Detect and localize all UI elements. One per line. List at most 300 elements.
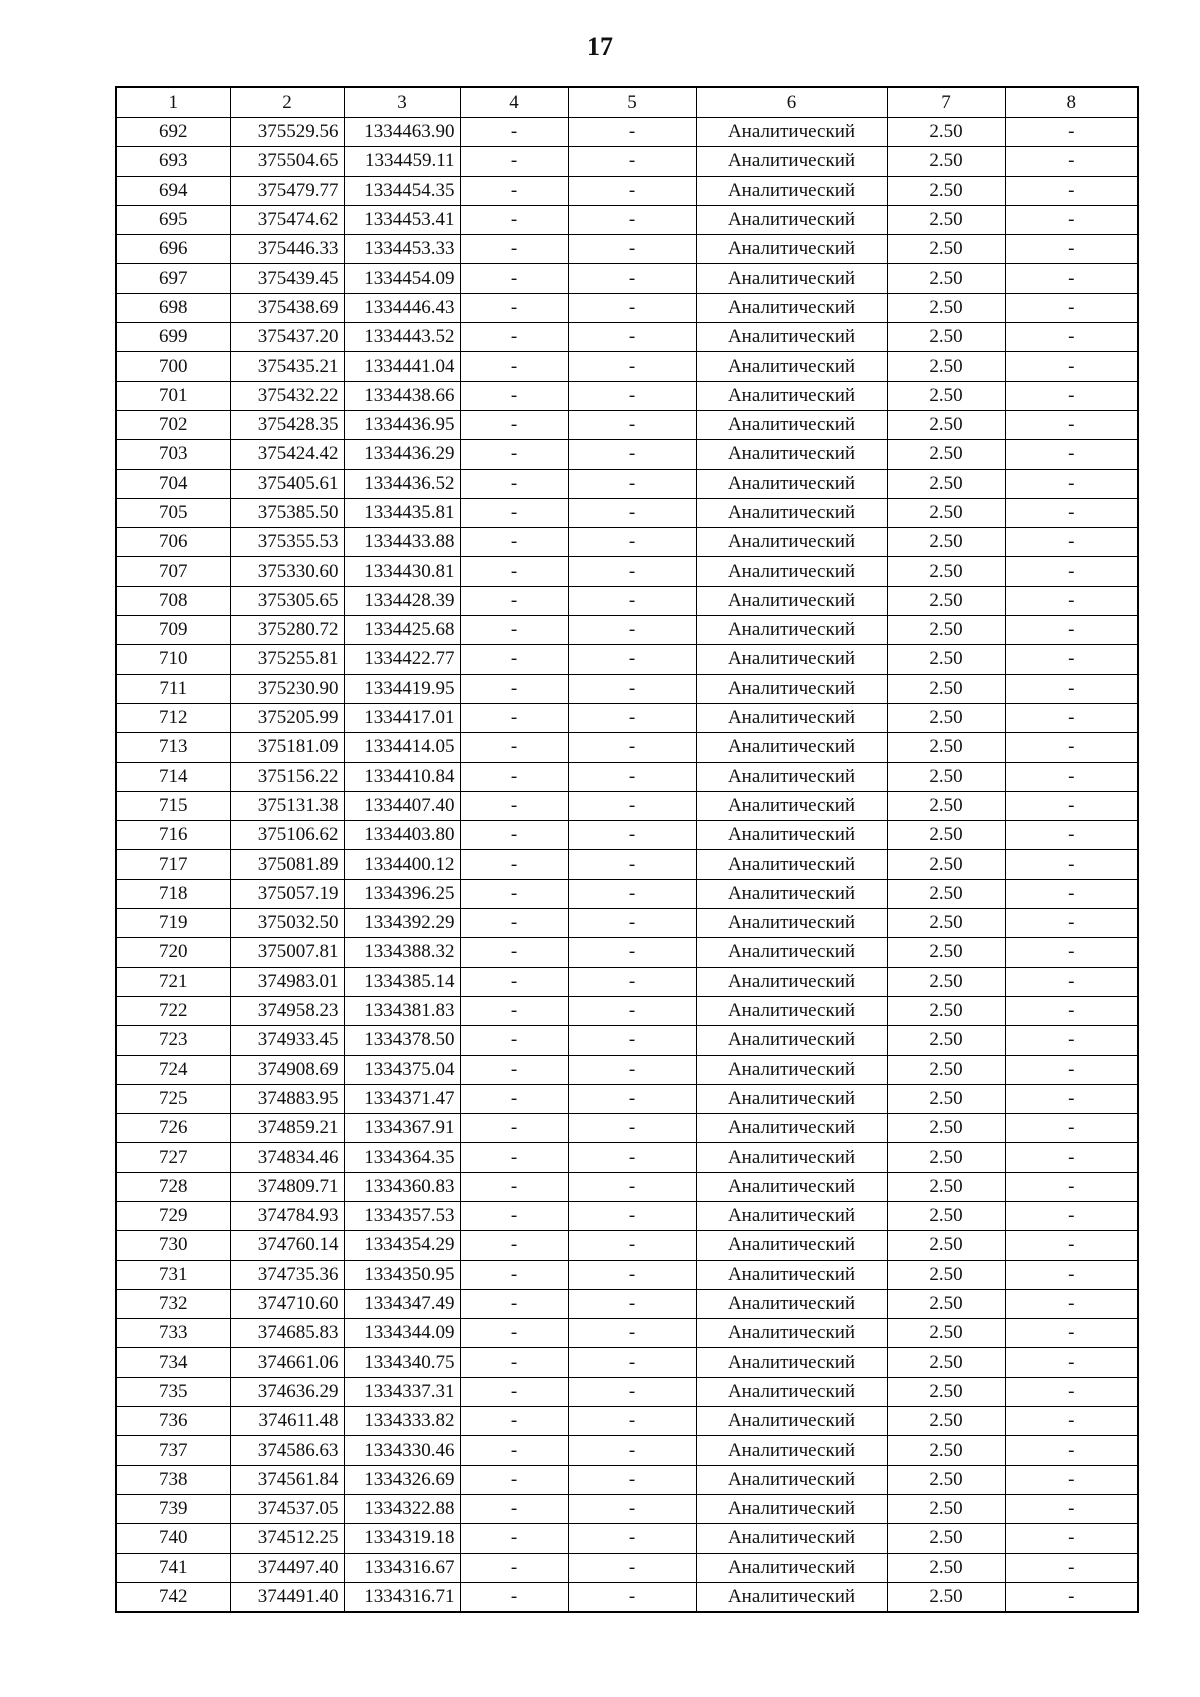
column-5-cell: - <box>568 1319 696 1348</box>
y-coordinate-cell: 1334436.52 <box>344 469 460 498</box>
column-8-cell: - <box>1005 762 1138 791</box>
accuracy-cell: 2.50 <box>887 205 1005 234</box>
column-5-cell: - <box>568 791 696 820</box>
point-number-cell: 701 <box>116 381 230 410</box>
point-number-cell: 718 <box>116 879 230 908</box>
x-coordinate-cell: 374537.05 <box>230 1494 344 1523</box>
y-coordinate-cell: 1334316.71 <box>344 1582 460 1612</box>
method-cell: Аналитический <box>696 821 887 850</box>
column-5-cell: - <box>568 909 696 938</box>
column-4-cell: - <box>460 1231 568 1260</box>
table-row <box>116 1260 1138 1289</box>
x-coordinate-cell: 375428.35 <box>230 410 344 439</box>
column-8-cell: - <box>1005 176 1138 205</box>
column-4-cell: - <box>460 1289 568 1318</box>
header-row <box>116 87 1138 118</box>
method-cell: Аналитический <box>696 1201 887 1230</box>
table-body <box>116 118 1138 1613</box>
column-4-cell: - <box>460 733 568 762</box>
x-coordinate-cell: 375032.50 <box>230 909 344 938</box>
column-4-cell: - <box>460 323 568 352</box>
accuracy-cell: 2.50 <box>887 469 1005 498</box>
accuracy-cell: 2.50 <box>887 498 1005 527</box>
y-coordinate-cell: 1334438.66 <box>344 381 460 410</box>
column-4-cell: - <box>460 762 568 791</box>
accuracy-cell: 2.50 <box>887 850 1005 879</box>
method-cell: Аналитический <box>696 1319 887 1348</box>
point-number-cell: 708 <box>116 586 230 615</box>
column-5-cell: - <box>568 1553 696 1582</box>
accuracy-cell: 2.50 <box>887 1436 1005 1465</box>
method-cell: Аналитический <box>696 1260 887 1289</box>
x-coordinate-cell: 375156.22 <box>230 762 344 791</box>
x-coordinate-cell: 374933.45 <box>230 1026 344 1055</box>
y-coordinate-cell: 1334396.25 <box>344 879 460 908</box>
x-coordinate-cell: 374497.40 <box>230 1553 344 1582</box>
table-row <box>116 1201 1138 1230</box>
accuracy-cell: 2.50 <box>887 293 1005 322</box>
point-number-cell: 729 <box>116 1201 230 1230</box>
x-coordinate-cell: 375424.42 <box>230 440 344 469</box>
table-row <box>116 703 1138 732</box>
method-cell: Аналитический <box>696 1055 887 1084</box>
table-row <box>116 821 1138 850</box>
y-coordinate-cell: 1334316.67 <box>344 1553 460 1582</box>
x-coordinate-cell: 375446.33 <box>230 235 344 264</box>
accuracy-cell: 2.50 <box>887 528 1005 557</box>
point-number-cell: 706 <box>116 528 230 557</box>
column-8-cell: - <box>1005 967 1138 996</box>
table-row <box>116 352 1138 381</box>
point-number-cell: 704 <box>116 469 230 498</box>
accuracy-cell: 2.50 <box>887 879 1005 908</box>
point-number-cell: 734 <box>116 1348 230 1377</box>
column-5-cell: - <box>568 1348 696 1377</box>
column-5-cell: - <box>568 762 696 791</box>
table-row <box>116 1524 1138 1553</box>
column-5-cell: - <box>568 1201 696 1230</box>
table-row <box>116 205 1138 234</box>
column-8-cell: - <box>1005 469 1138 498</box>
x-coordinate-cell: 374735.36 <box>230 1260 344 1289</box>
x-coordinate-cell: 375057.19 <box>230 879 344 908</box>
point-number-cell: 700 <box>116 352 230 381</box>
method-cell: Аналитический <box>696 850 887 879</box>
method-cell: Аналитический <box>696 1084 887 1113</box>
y-coordinate-cell: 1334381.83 <box>344 996 460 1025</box>
table-row <box>116 1348 1138 1377</box>
column-4-cell: - <box>460 410 568 439</box>
x-coordinate-cell: 374809.71 <box>230 1172 344 1201</box>
point-number-cell: 698 <box>116 293 230 322</box>
column-4-cell: - <box>460 938 568 967</box>
column-5-cell: - <box>568 528 696 557</box>
y-coordinate-cell: 1334347.49 <box>344 1289 460 1318</box>
table-row <box>116 879 1138 908</box>
y-coordinate-cell: 1334392.29 <box>344 909 460 938</box>
point-number-cell: 728 <box>116 1172 230 1201</box>
y-coordinate-cell: 1334360.83 <box>344 1172 460 1201</box>
method-cell: Аналитический <box>696 352 887 381</box>
point-number-cell: 725 <box>116 1084 230 1113</box>
column-4-cell: - <box>460 1436 568 1465</box>
column-5-cell: - <box>568 1260 696 1289</box>
y-coordinate-cell: 1334417.01 <box>344 703 460 732</box>
accuracy-cell: 2.50 <box>887 1377 1005 1406</box>
x-coordinate-cell: 375432.22 <box>230 381 344 410</box>
x-coordinate-cell: 374586.63 <box>230 1436 344 1465</box>
point-number-cell: 692 <box>116 118 230 147</box>
column-5-cell: - <box>568 1231 696 1260</box>
column-8-cell: - <box>1005 1553 1138 1582</box>
accuracy-cell: 2.50 <box>887 1084 1005 1113</box>
column-4-cell: - <box>460 1114 568 1143</box>
method-cell: Аналитический <box>696 1407 887 1436</box>
table-row <box>116 1172 1138 1201</box>
table-row <box>116 1377 1138 1406</box>
column-4-cell: - <box>460 1582 568 1612</box>
column-4-cell: - <box>460 1026 568 1055</box>
accuracy-cell: 2.50 <box>887 645 1005 674</box>
accuracy-cell: 2.50 <box>887 147 1005 176</box>
point-number-cell: 740 <box>116 1524 230 1553</box>
column-8-cell: - <box>1005 879 1138 908</box>
x-coordinate-cell: 375529.56 <box>230 118 344 147</box>
column-8-cell: - <box>1005 323 1138 352</box>
column-header: 6 <box>696 87 887 118</box>
method-cell: Аналитический <box>696 264 887 293</box>
column-4-cell: - <box>460 1465 568 1494</box>
accuracy-cell: 2.50 <box>887 264 1005 293</box>
x-coordinate-cell: 375106.62 <box>230 821 344 850</box>
y-coordinate-cell: 1334326.69 <box>344 1465 460 1494</box>
column-5-cell: - <box>568 235 696 264</box>
point-number-cell: 712 <box>116 703 230 732</box>
table-row <box>116 586 1138 615</box>
column-4-cell: - <box>460 616 568 645</box>
point-number-cell: 699 <box>116 323 230 352</box>
point-number-cell: 705 <box>116 498 230 527</box>
x-coordinate-cell: 375474.62 <box>230 205 344 234</box>
y-coordinate-cell: 1334414.05 <box>344 733 460 762</box>
accuracy-cell: 2.50 <box>887 176 1005 205</box>
point-number-cell: 710 <box>116 645 230 674</box>
column-4-cell: - <box>460 1260 568 1289</box>
x-coordinate-cell: 374685.83 <box>230 1319 344 1348</box>
column-4-cell: - <box>460 1143 568 1172</box>
column-4-cell: - <box>460 1201 568 1230</box>
method-cell: Аналитический <box>696 879 887 908</box>
column-8-cell: - <box>1005 147 1138 176</box>
y-coordinate-cell: 1334340.75 <box>344 1348 460 1377</box>
column-8-cell: - <box>1005 1524 1138 1553</box>
method-cell: Аналитический <box>696 498 887 527</box>
y-coordinate-cell: 1334385.14 <box>344 967 460 996</box>
column-header: 7 <box>887 87 1005 118</box>
method-cell: Аналитический <box>696 996 887 1025</box>
method-cell: Аналитический <box>696 1494 887 1523</box>
point-number-cell: 722 <box>116 996 230 1025</box>
accuracy-cell: 2.50 <box>887 118 1005 147</box>
column-4-cell: - <box>460 1055 568 1084</box>
accuracy-cell: 2.50 <box>887 440 1005 469</box>
accuracy-cell: 2.50 <box>887 1407 1005 1436</box>
column-header: 1 <box>116 87 230 118</box>
column-8-cell: - <box>1005 440 1138 469</box>
column-5-cell: - <box>568 440 696 469</box>
column-4-cell: - <box>460 791 568 820</box>
table-row <box>116 1494 1138 1523</box>
column-5-cell: - <box>568 1084 696 1113</box>
table-row <box>116 293 1138 322</box>
point-number-cell: 715 <box>116 791 230 820</box>
table-row <box>116 118 1138 147</box>
table-row <box>116 616 1138 645</box>
accuracy-cell: 2.50 <box>887 1319 1005 1348</box>
column-4-cell: - <box>460 264 568 293</box>
column-4-cell: - <box>460 1348 568 1377</box>
y-coordinate-cell: 1334319.18 <box>344 1524 460 1553</box>
column-5-cell: - <box>568 1465 696 1494</box>
column-4-cell: - <box>460 293 568 322</box>
column-5-cell: - <box>568 264 696 293</box>
column-8-cell: - <box>1005 791 1138 820</box>
column-8-cell: - <box>1005 1055 1138 1084</box>
column-4-cell: - <box>460 205 568 234</box>
column-5-cell: - <box>568 733 696 762</box>
column-8-cell: - <box>1005 264 1138 293</box>
x-coordinate-cell: 374661.06 <box>230 1348 344 1377</box>
x-coordinate-cell: 374958.23 <box>230 996 344 1025</box>
column-5-cell: - <box>568 1114 696 1143</box>
column-header: 4 <box>460 87 568 118</box>
method-cell: Аналитический <box>696 235 887 264</box>
accuracy-cell: 2.50 <box>887 1582 1005 1612</box>
y-coordinate-cell: 1334463.90 <box>344 118 460 147</box>
point-number-cell: 720 <box>116 938 230 967</box>
x-coordinate-cell: 374512.25 <box>230 1524 344 1553</box>
table-row <box>116 1436 1138 1465</box>
y-coordinate-cell: 1334375.04 <box>344 1055 460 1084</box>
column-8-cell: - <box>1005 616 1138 645</box>
point-number-cell: 733 <box>116 1319 230 1348</box>
column-5-cell: - <box>568 850 696 879</box>
table-row <box>116 1553 1138 1582</box>
accuracy-cell: 2.50 <box>887 381 1005 410</box>
column-4-cell: - <box>460 586 568 615</box>
method-cell: Аналитический <box>696 1026 887 1055</box>
point-number-cell: 696 <box>116 235 230 264</box>
accuracy-cell: 2.50 <box>887 762 1005 791</box>
method-cell: Аналитический <box>696 762 887 791</box>
column-8-cell: - <box>1005 821 1138 850</box>
y-coordinate-cell: 1334403.80 <box>344 821 460 850</box>
column-header: 3 <box>344 87 460 118</box>
x-coordinate-cell: 375305.65 <box>230 586 344 615</box>
y-coordinate-cell: 1334454.35 <box>344 176 460 205</box>
y-coordinate-cell: 1334371.47 <box>344 1084 460 1113</box>
accuracy-cell: 2.50 <box>887 674 1005 703</box>
method-cell: Аналитический <box>696 528 887 557</box>
point-number-cell: 732 <box>116 1289 230 1318</box>
column-8-cell: - <box>1005 528 1138 557</box>
column-8-cell: - <box>1005 1143 1138 1172</box>
column-5-cell: - <box>568 1172 696 1201</box>
x-coordinate-cell: 374636.29 <box>230 1377 344 1406</box>
table-row <box>116 909 1138 938</box>
column-8-cell: - <box>1005 733 1138 762</box>
x-coordinate-cell: 374908.69 <box>230 1055 344 1084</box>
accuracy-cell: 2.50 <box>887 821 1005 850</box>
table-row <box>116 1143 1138 1172</box>
column-5-cell: - <box>568 410 696 439</box>
column-4-cell: - <box>460 469 568 498</box>
accuracy-cell: 2.50 <box>887 1143 1005 1172</box>
x-coordinate-cell: 375255.81 <box>230 645 344 674</box>
point-number-cell: 721 <box>116 967 230 996</box>
column-4-cell: - <box>460 118 568 147</box>
method-cell: Аналитический <box>696 557 887 586</box>
x-coordinate-cell: 374834.46 <box>230 1143 344 1172</box>
table-row <box>116 410 1138 439</box>
column-4-cell: - <box>460 1553 568 1582</box>
method-cell: Аналитический <box>696 381 887 410</box>
point-number-cell: 736 <box>116 1407 230 1436</box>
table-row <box>116 1055 1138 1084</box>
method-cell: Аналитический <box>696 938 887 967</box>
table-row <box>116 176 1138 205</box>
accuracy-cell: 2.50 <box>887 1114 1005 1143</box>
point-number-cell: 702 <box>116 410 230 439</box>
method-cell: Аналитический <box>696 586 887 615</box>
table-row <box>116 1289 1138 1318</box>
x-coordinate-cell: 375131.38 <box>230 791 344 820</box>
method-cell: Аналитический <box>696 1524 887 1553</box>
method-cell: Аналитический <box>696 1231 887 1260</box>
table-row <box>116 1231 1138 1260</box>
column-4-cell: - <box>460 674 568 703</box>
accuracy-cell: 2.50 <box>887 616 1005 645</box>
y-coordinate-cell: 1334454.09 <box>344 264 460 293</box>
accuracy-cell: 2.50 <box>887 323 1005 352</box>
column-8-cell: - <box>1005 1172 1138 1201</box>
method-cell: Аналитический <box>696 1289 887 1318</box>
x-coordinate-cell: 375280.72 <box>230 616 344 645</box>
x-coordinate-cell: 375479.77 <box>230 176 344 205</box>
column-8-cell: - <box>1005 1348 1138 1377</box>
table-row <box>116 938 1138 967</box>
column-8-cell: - <box>1005 1201 1138 1230</box>
page-number: 17 <box>587 32 613 61</box>
x-coordinate-cell: 375385.50 <box>230 498 344 527</box>
column-8-cell: - <box>1005 674 1138 703</box>
accuracy-cell: 2.50 <box>887 586 1005 615</box>
table-row <box>116 528 1138 557</box>
table-header <box>116 87 1138 118</box>
table-row <box>116 674 1138 703</box>
column-4-cell: - <box>460 352 568 381</box>
accuracy-cell: 2.50 <box>887 938 1005 967</box>
column-8-cell: - <box>1005 996 1138 1025</box>
column-5-cell: - <box>568 938 696 967</box>
column-8-cell: - <box>1005 586 1138 615</box>
x-coordinate-cell: 375405.61 <box>230 469 344 498</box>
column-8-cell: - <box>1005 1465 1138 1494</box>
point-number-cell: 735 <box>116 1377 230 1406</box>
x-coordinate-cell: 374710.60 <box>230 1289 344 1318</box>
table-row <box>116 791 1138 820</box>
point-number-cell: 737 <box>116 1436 230 1465</box>
column-header: 2 <box>230 87 344 118</box>
column-5-cell: - <box>568 821 696 850</box>
column-5-cell: - <box>568 323 696 352</box>
table-row <box>116 996 1138 1025</box>
y-coordinate-cell: 1334330.46 <box>344 1436 460 1465</box>
x-coordinate-cell: 375439.45 <box>230 264 344 293</box>
table-row <box>116 1465 1138 1494</box>
x-coordinate-cell: 374859.21 <box>230 1114 344 1143</box>
table-row <box>116 1407 1138 1436</box>
column-5-cell: - <box>568 1524 696 1553</box>
x-coordinate-cell: 375437.20 <box>230 323 344 352</box>
column-4-cell: - <box>460 528 568 557</box>
column-4-cell: - <box>460 996 568 1025</box>
y-coordinate-cell: 1334357.53 <box>344 1201 460 1230</box>
point-number-cell: 709 <box>116 616 230 645</box>
y-coordinate-cell: 1334459.11 <box>344 147 460 176</box>
point-number-cell: 693 <box>116 147 230 176</box>
point-number-cell: 717 <box>116 850 230 879</box>
y-coordinate-cell: 1334446.43 <box>344 293 460 322</box>
point-number-cell: 694 <box>116 176 230 205</box>
x-coordinate-cell: 374611.48 <box>230 1407 344 1436</box>
method-cell: Аналитический <box>696 1465 887 1494</box>
column-4-cell: - <box>460 176 568 205</box>
column-4-cell: - <box>460 645 568 674</box>
method-cell: Аналитический <box>696 616 887 645</box>
y-coordinate-cell: 1334422.77 <box>344 645 460 674</box>
column-4-cell: - <box>460 879 568 908</box>
method-cell: Аналитический <box>696 909 887 938</box>
column-5-cell: - <box>568 118 696 147</box>
method-cell: Аналитический <box>696 1348 887 1377</box>
column-8-cell: - <box>1005 1319 1138 1348</box>
method-cell: Аналитический <box>696 791 887 820</box>
x-coordinate-cell: 375230.90 <box>230 674 344 703</box>
y-coordinate-cell: 1334354.29 <box>344 1231 460 1260</box>
column-4-cell: - <box>460 498 568 527</box>
column-5-cell: - <box>568 1494 696 1523</box>
table-row <box>116 323 1138 352</box>
column-5-cell: - <box>568 645 696 674</box>
column-4-cell: - <box>460 235 568 264</box>
column-4-cell: - <box>460 557 568 586</box>
method-cell: Аналитический <box>696 967 887 996</box>
y-coordinate-cell: 1334436.29 <box>344 440 460 469</box>
column-5-cell: - <box>568 1407 696 1436</box>
column-4-cell: - <box>460 1524 568 1553</box>
point-number-cell: 739 <box>116 1494 230 1523</box>
column-5-cell: - <box>568 1582 696 1612</box>
x-coordinate-cell: 375438.69 <box>230 293 344 322</box>
column-8-cell: - <box>1005 410 1138 439</box>
method-cell: Аналитический <box>696 1114 887 1143</box>
accuracy-cell: 2.50 <box>887 352 1005 381</box>
y-coordinate-cell: 1334378.50 <box>344 1026 460 1055</box>
y-coordinate-cell: 1334443.52 <box>344 323 460 352</box>
method-cell: Аналитический <box>696 733 887 762</box>
column-5-cell: - <box>568 381 696 410</box>
